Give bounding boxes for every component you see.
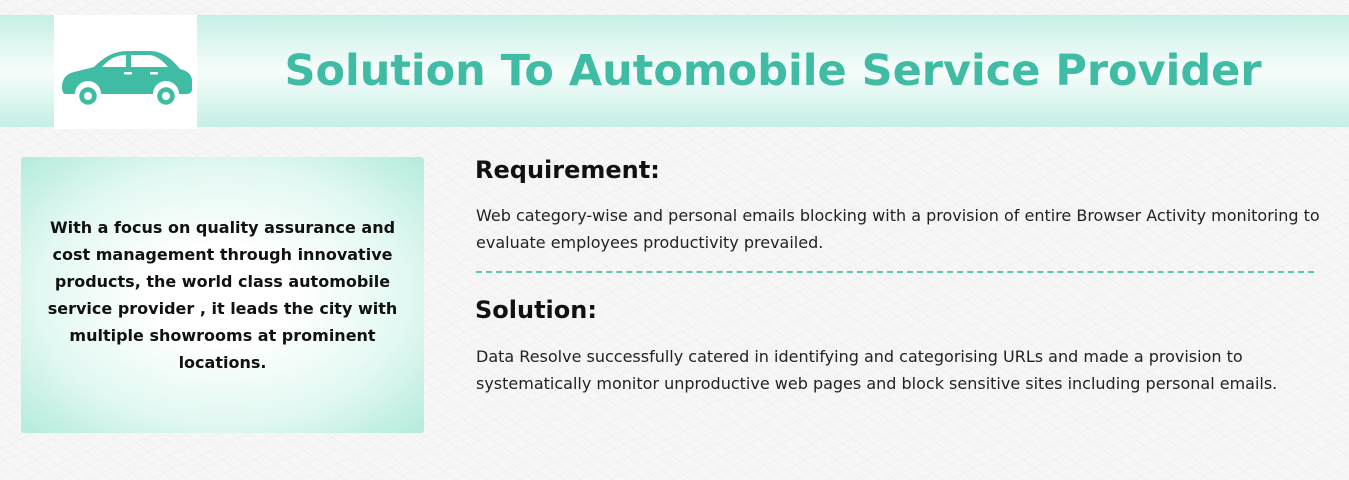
logo-box <box>54 15 197 129</box>
intro-card <box>21 157 424 433</box>
solution-body: Data Resolve successfully catered in identifying and categorising URLs and made a provision to systematically monitor unproductive web pages and block sensitive sites including personal emails. <box>476 347 1278 393</box>
page-title: Solution To Automobile Service Provider <box>284 46 1262 96</box>
car-icon <box>58 45 193 115</box>
intro-text: With a focus on quality assurance and cost management through innovative products, the world class automobile service provider , it leads the city with multiple showrooms at prominent locations. <box>47 218 398 372</box>
solution-heading: Solution: <box>475 296 597 324</box>
requirement-body: Web category-wise and personal emails blocking with a provision of entire Browser Activity monitoring to evaluate employees productivity prevailed. <box>476 206 1320 252</box>
requirement-heading: Requirement: <box>475 156 660 184</box>
section-divider <box>476 271 1314 273</box>
